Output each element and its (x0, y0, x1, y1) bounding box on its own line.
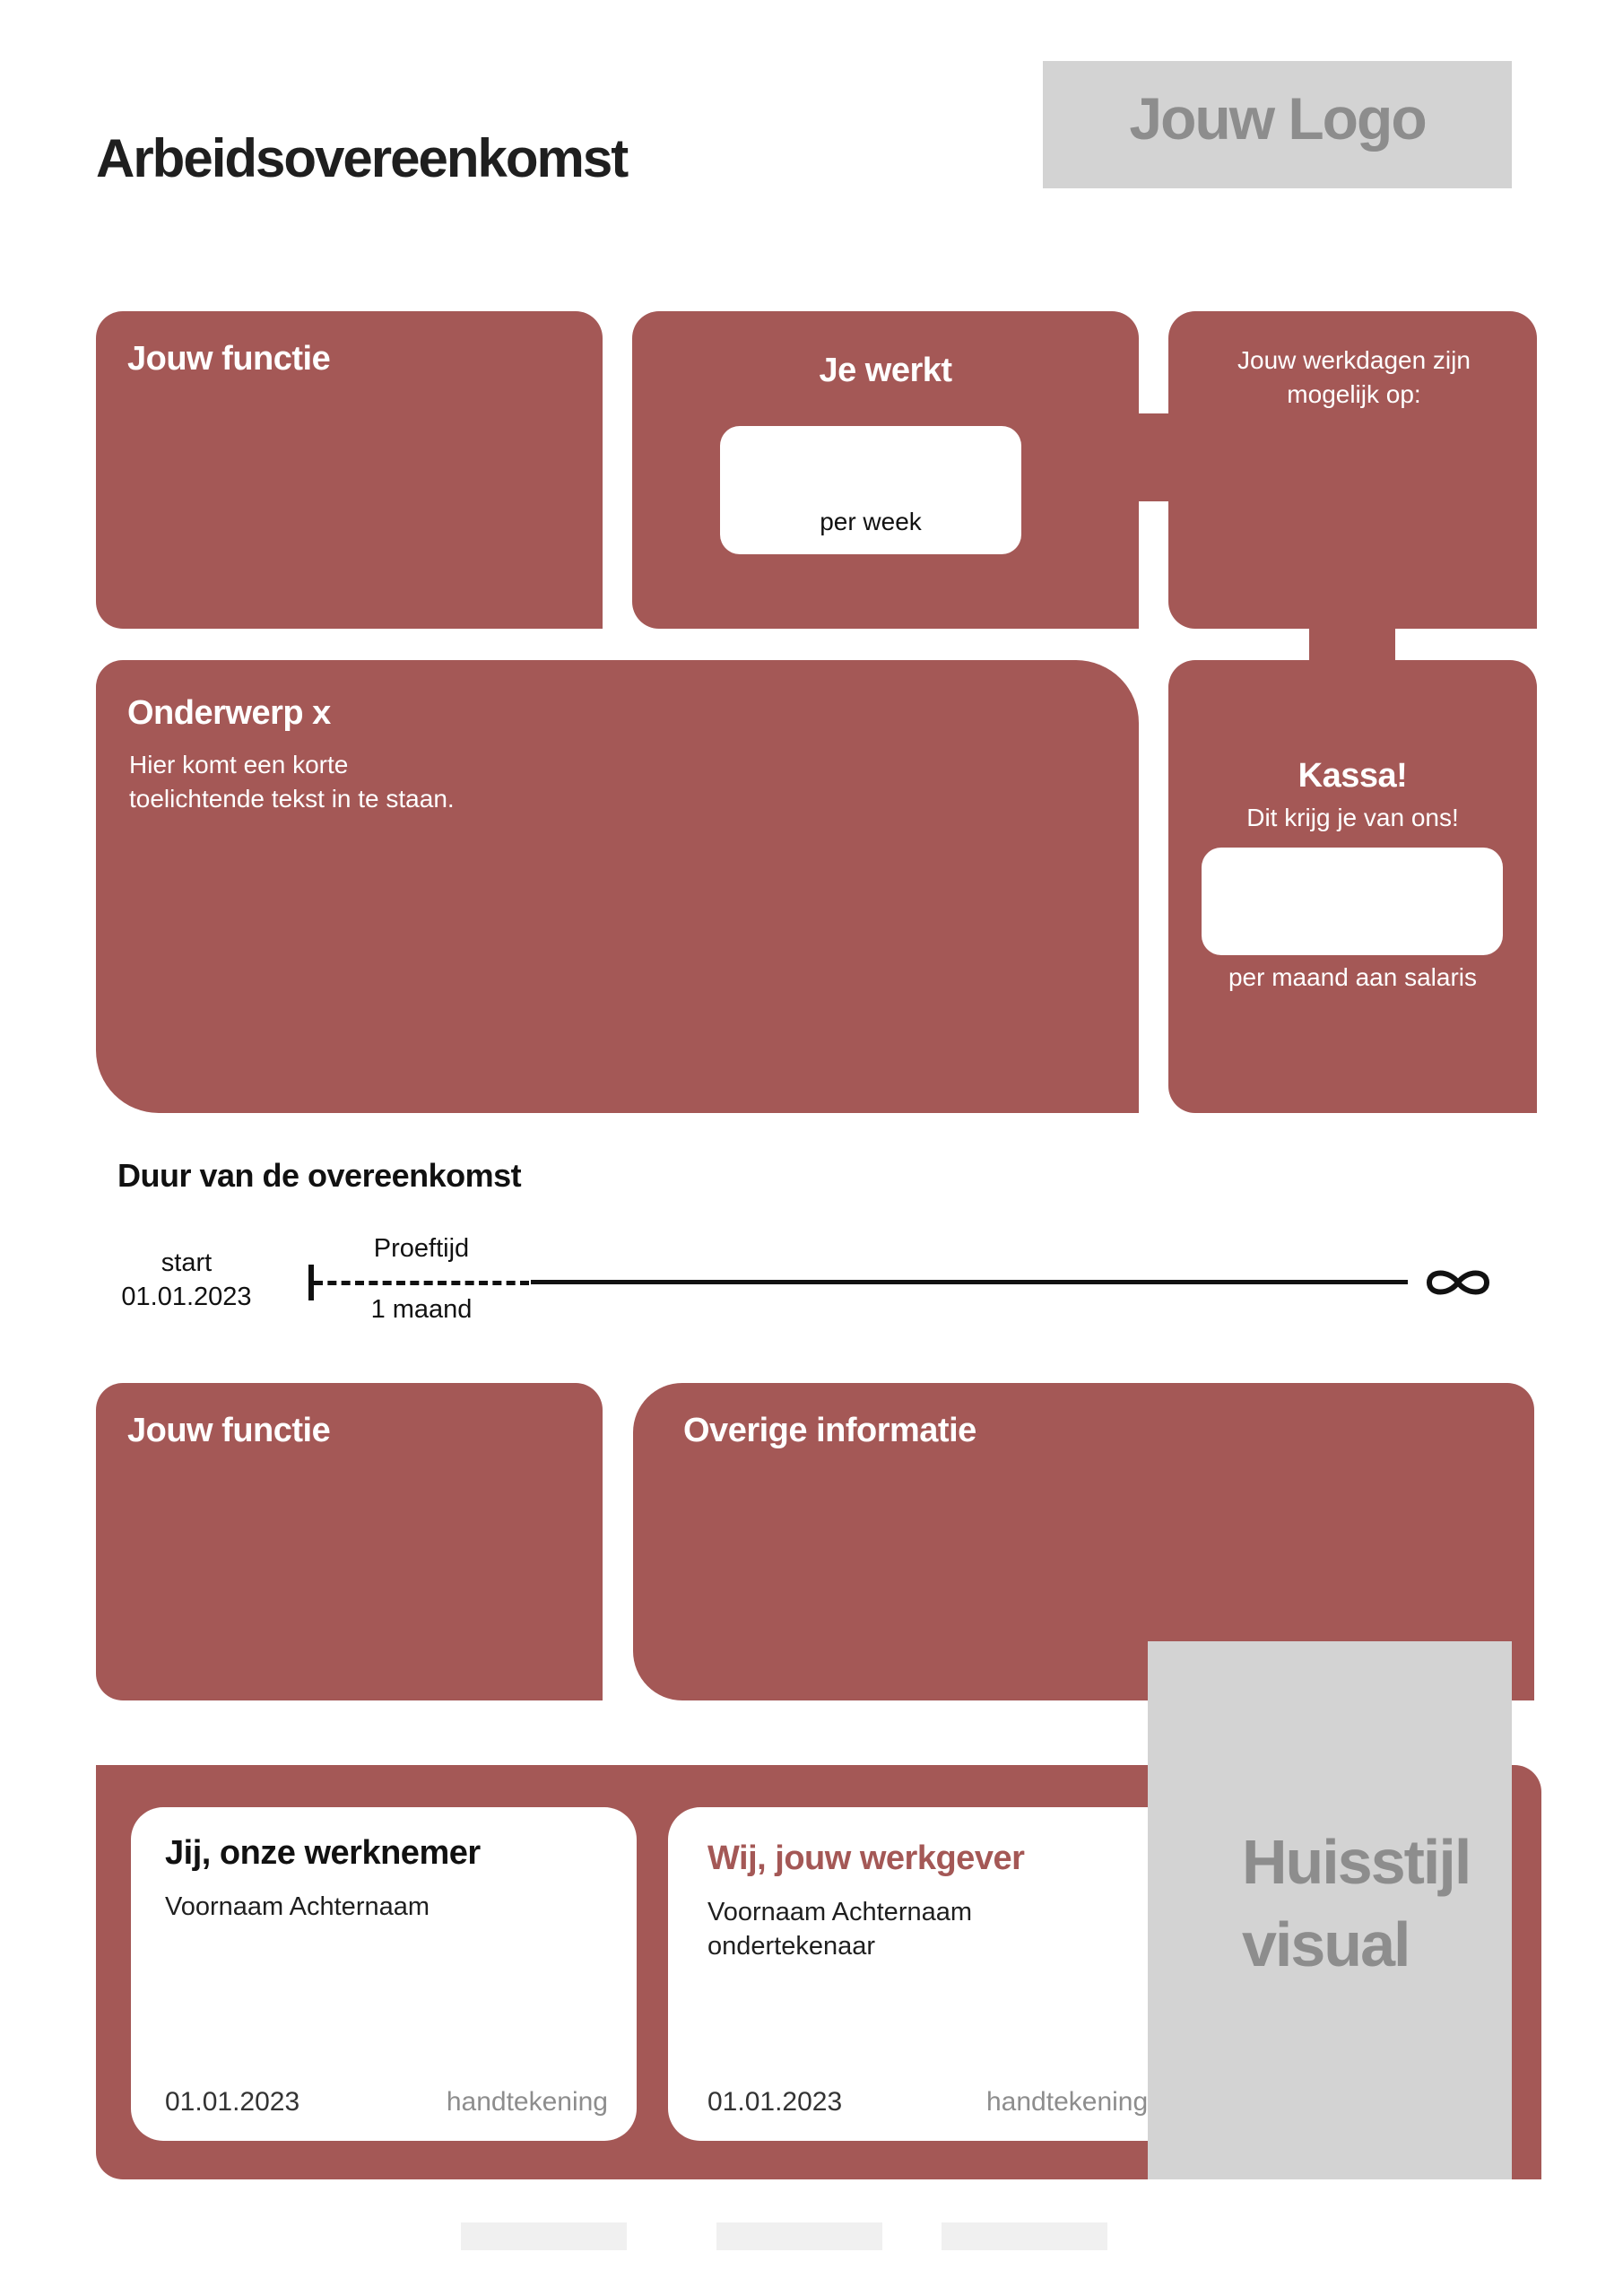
hours-unit: per week (820, 508, 922, 535)
overige-title: Overige informatie (683, 1412, 976, 1449)
page-title: Arbeidsovereenkomst (96, 128, 628, 188)
salary-tile (1168, 660, 1537, 1113)
employee-signature[interactable]: handtekening (446, 2087, 608, 2117)
trial-length: 1 maand (370, 1295, 473, 1324)
salary-title: Kassa! (1298, 757, 1408, 795)
trial-dashed-line (314, 1281, 529, 1285)
salary-subtitle: Dit krijg je van ons! (1246, 804, 1459, 831)
employee-card (131, 1807, 637, 2141)
werkt-title: Je werkt (819, 352, 952, 389)
salary-unit: per maand aan salaris (1228, 963, 1478, 991)
connector-horizontal (1134, 413, 1170, 501)
functie-tile-2 (96, 1383, 603, 1700)
employee-title: Jij, onze werknemer (165, 1834, 481, 1872)
employer-role: ondertekenaar (707, 1932, 876, 1961)
werkdagen-text: Jouw werkdagen zijn mogelijk op: (1237, 346, 1471, 408)
duration-title: Duur van de overeenkomst (117, 1157, 522, 1194)
employer-signature[interactable]: handtekening (986, 2087, 1149, 2117)
functie-title-2: Jouw functie (127, 1412, 331, 1449)
footer-placeholder (461, 2222, 627, 2250)
employer-date: 01.01.2023 (707, 2087, 843, 2117)
logo-text: Jouw Logo (1129, 85, 1426, 152)
subject-tile (96, 660, 1139, 1113)
visual-text (1242, 1821, 1470, 1986)
logo-placeholder (1043, 61, 1512, 188)
salary-field[interactable] (1202, 848, 1503, 955)
subject-title: Onderwerp x (127, 694, 331, 732)
start-date: 01.01.2023 (121, 1283, 252, 1311)
footer-placeholder (942, 2222, 1107, 2250)
footer-placeholder (716, 2222, 882, 2250)
visual-line-2: visual (1242, 1909, 1410, 1979)
subject-body: Hier komt een korte toelichtende tekst in te staan. (129, 751, 455, 813)
werkt-tile (632, 311, 1139, 629)
employer-name: Voornaam Achternaam (707, 1898, 973, 1926)
employee-date: 01.01.2023 (165, 2087, 300, 2117)
werkdagen-tile (1168, 311, 1537, 629)
connector-vertical (1309, 625, 1395, 661)
employer-title: Wij, jouw werkgever (707, 1839, 1025, 1877)
employee-name: Voornaam Achternaam (165, 1892, 430, 1921)
trial-label: Proeftijd (373, 1234, 470, 1263)
functie-title: Jouw functie (127, 340, 331, 378)
timeline-line (531, 1280, 1408, 1284)
hours-field[interactable] (720, 426, 1021, 554)
start-label: start (161, 1248, 213, 1277)
infinity-icon (1424, 1265, 1492, 1300)
visual-line-1: Huisstijl (1242, 1827, 1471, 1897)
employer-card (668, 1807, 1197, 2141)
functie-tile (96, 311, 603, 629)
